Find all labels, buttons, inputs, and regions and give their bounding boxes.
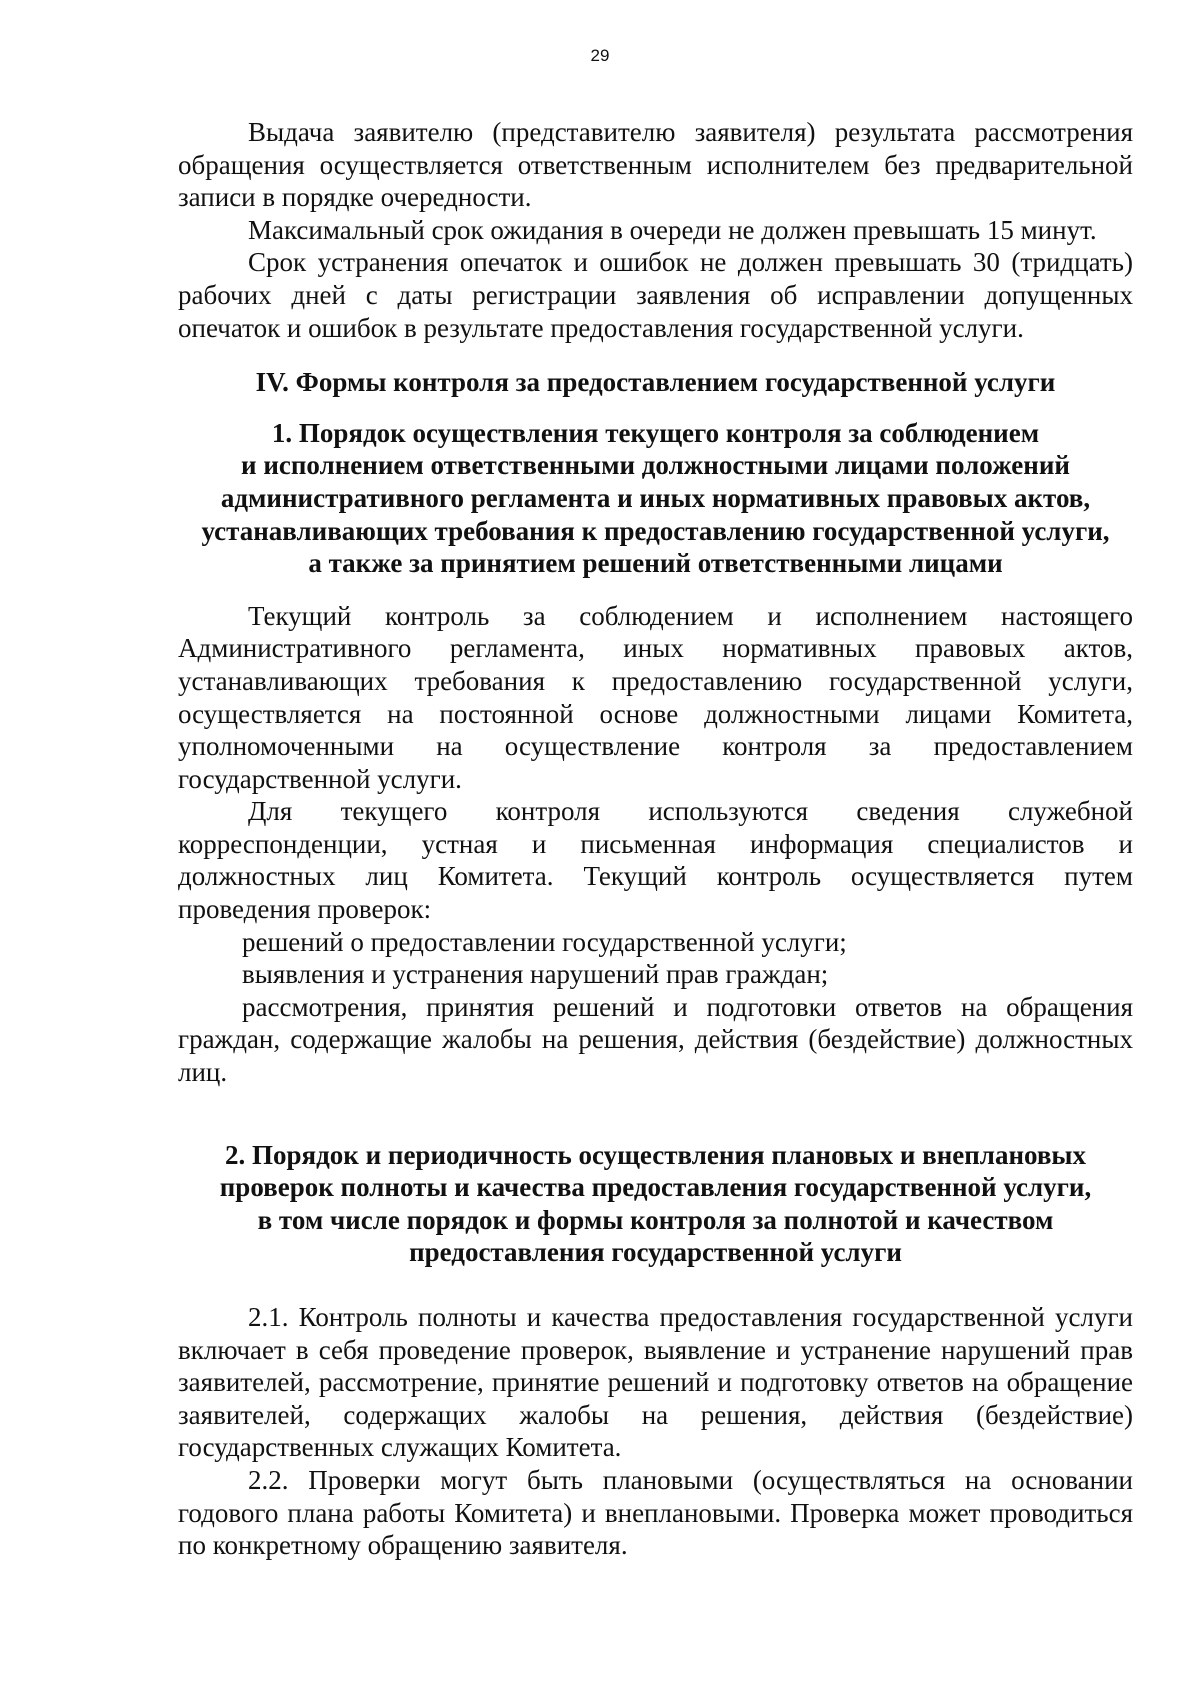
subsection-1-title-line: а также за принятием решений ответственными лицами — [308, 548, 1003, 579]
section-iv-title: IV. Формы контроля за предоставлением государственной услуги — [255, 367, 1056, 398]
subsection-1-title-line: административного регламента и иных нормативных правовых актов, — [220, 482, 1091, 513]
check-list-item-1: решений о предоставлении государственной услуги; — [242, 926, 847, 957]
subsection-2-title-line: 2. Порядок и периодичность осуществления плановых и внеплановых — [225, 1139, 1086, 1170]
intro-paragraph-2: Максимальный срок ожидания в очереди не должен превышать 15 минут. — [248, 214, 1097, 245]
document-body — [178, 116, 1133, 1562]
subsection-2-paragraph-2: 2.2. Проверки могут быть плановыми (осуществляться на основании годового плана работы Комитета) и внеплановыми. Проверка может проводиться по конкретному обращению заявителя. — [178, 1464, 1133, 1561]
subsection-2-title-line: в том числе порядок и формы контроля за полнотой и качеством — [257, 1204, 1054, 1235]
subsection-1-title-line: и исполнением ответственными должностными лицами положений — [241, 450, 1070, 481]
intro-paragraph-1: Выдача заявителю (представителю заявителя) результата рассмотрения обращения осуществляется ответственным исполнителем без предварительной записи в порядке очередности. — [178, 117, 1133, 213]
subsection-1-title — [178, 417, 1133, 580]
subsection-1-paragraph-1: Текущий контроль за соблюдением и исполнением настоящего Административного регламента, иных нормативных правовых актов, устанавливающих требования к предоставлению государственной услуги, осуществляется на постоянной основе должностными лицами Комитета, уполномоченными на осуществление контроля за предоставлением государственной услуги. — [178, 600, 1133, 794]
subsection-2-paragraph-1: 2.1. Контроль полноты и качества предоставления государственной услуги включает в себя проведение проверок, выявление и устранение нарушений прав заявителей, рассмотрение, принятие решений и подготовку ответов на обращение заявителей, содержащих жалобы на решения, действия (бездействие) государственных служащих Комитета. — [178, 1302, 1133, 1463]
check-list-item-2: выявления и устранения нарушений прав граждан; — [242, 959, 829, 990]
check-list-item-3: рассмотрения, принятия решений и подготовки ответов на обращения граждан, содержащие жалобы на решения, действия (бездействие) должностных лиц. — [178, 991, 1133, 1088]
subsection-1-title-line: устанавливающих требования к предоставлению государственной услуги, — [201, 515, 1110, 546]
page-number: 29 — [590, 46, 610, 65]
subsection-2-title-line: проверок полноты и качества предоставления государственной услуги, — [219, 1172, 1092, 1203]
subsection-1-paragraph-2: Для текущего контроля используются сведения служебной корреспонденции, устная и письменная информация специалистов и должностных лиц Комитета. Текущий контроль осуществляется путем проведения проверок: — [178, 796, 1133, 925]
subsection-1 — [178, 417, 1133, 1089]
subsection-2-title-line: предоставления государственной услуги — [409, 1237, 902, 1268]
subsection-2 — [178, 1139, 1133, 1562]
subsection-1-title-line: 1. Порядок осуществления текущего контроля за соблюдением — [271, 417, 1040, 448]
subsection-2-title — [178, 1139, 1133, 1269]
intro-paragraph-3: Срок устранения опечаток и ошибок не должен превышать 30 (тридцать) рабочих дней с даты регистрации заявления об исправлении допущенных опечаток и ошибок в результате предоставления государственной услуги. — [178, 247, 1133, 343]
intro-section — [178, 116, 1133, 344]
